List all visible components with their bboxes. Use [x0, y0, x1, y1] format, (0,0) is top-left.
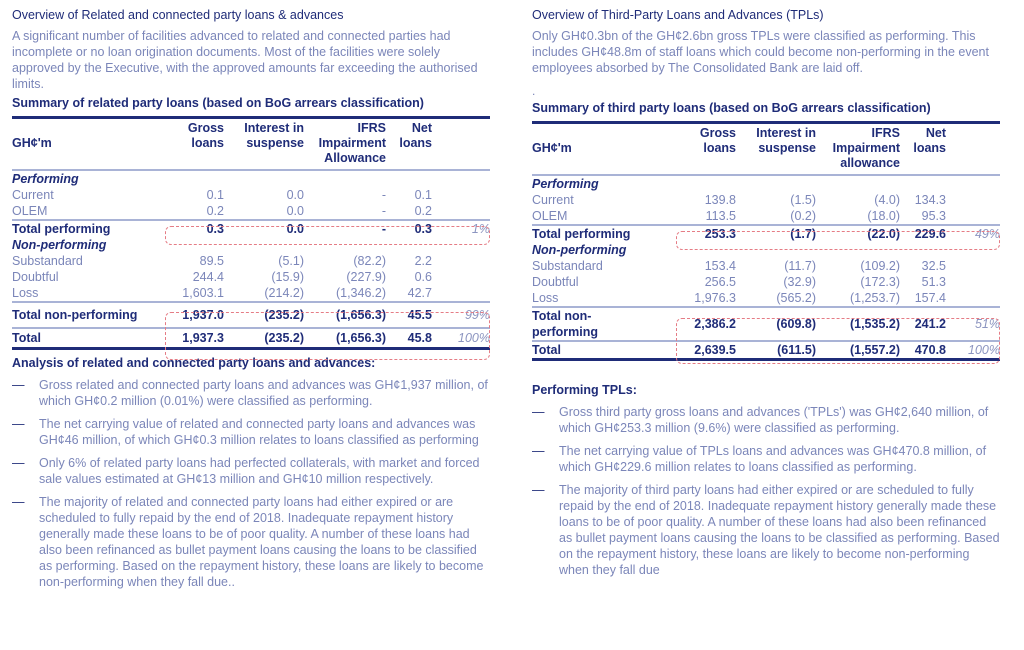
col-interest-suspense: Interest in suspense: [756, 126, 816, 155]
table-row: Loss 1,976.3 (565.2) (1,253.7) 157.4: [532, 291, 946, 305]
section-nonperforming: Non-performing: [12, 238, 107, 252]
dash-bullet-icon: —: [532, 405, 545, 419]
section-nonperforming: Non-performing: [532, 243, 627, 257]
tpl-analysis-title: Performing TPLs:: [532, 383, 637, 397]
third-party-table: [532, 121, 1000, 361]
tpl-overview-title: Overview of Third-Party Loans and Advances (TPLs): [532, 8, 824, 22]
related-overview-title: Overview of Related and connected party loans & advances: [12, 8, 344, 22]
total-row: Total 1,937.3 (235.2) (1,656.3) 45.8 100%: [12, 328, 490, 348]
dash-bullet-icon: —: [12, 416, 25, 431]
percentage: 100%: [968, 343, 1000, 357]
list-item: — The net carrying value of TPLs loans and advances was GH¢470.8 million, of which GH¢229.6 million relates to loans classified as performing.: [532, 444, 987, 474]
related-summary-title: Summary of related party loans (based on BoG arrears classification): [12, 96, 424, 110]
col-gross-loans: Gross loans: [187, 121, 224, 150]
dash-bullet-icon: —: [12, 455, 25, 470]
list-item: — The net carrying value of related and connected party loans and advances was GH¢46 million, of which GH¢0.3 million relates to loans classified as performing: [12, 416, 479, 447]
table-row: Substandard 153.4 (11.7) (109.2) 32.5: [532, 259, 946, 273]
related-party-table: [12, 116, 490, 350]
total-performing-row: Total performing 0.3 0.0 - 0.3 1%: [12, 222, 490, 236]
stray-dot: .: [532, 84, 536, 98]
table-row: Current 0.1 0.0 - 0.1: [12, 188, 432, 202]
section-performing: Performing: [12, 172, 79, 186]
percentage: 51%: [974, 317, 1000, 331]
dash-bullet-icon: —: [12, 494, 25, 509]
total-performing-row: Total performing 253.3 (1.7) (22.0) 229.6 49%: [532, 227, 1000, 241]
tpl-intro-text: Only GH¢0.3bn of the GH¢2.6bn gross TPLs were classified as performing. This includes GH¢48.8m of staff loans which could become non-performing in the event employees absorbed by The Consolidated Bank are laid off.: [532, 29, 989, 75]
related-party-section: [12, 0, 490, 590]
col-gross-loans: Gross loans: [699, 126, 736, 155]
total-row: Total 2,639.5 (611.5) (1,557.2) 470.8 100%: [532, 341, 1000, 360]
total-nonperforming-row: Total non-performing 2,386.2 (609.8) (1,535.2) 241.2 51%: [532, 309, 1000, 339]
related-analysis-title: Analysis of related and connected party loans and advances:: [12, 355, 376, 370]
total-nonperforming-row: Total non-performing 1,937.0 (235.2) (1,656.3) 45.5 99%: [12, 302, 490, 328]
percentage: 99%: [464, 308, 490, 322]
col-net-loans: Net loans: [913, 126, 946, 155]
percentage: 100%: [458, 330, 490, 345]
table-row: Doubtful 244.4 (15.9) (227.9) 0.6: [12, 270, 432, 284]
list-item: — The majority of related and connected party loans had either expired or are scheduled to fully repaid by the end of 2018. Inadequate repayment history generally made these loans to be of poor quality. A number of these loans had also been refinanced as bullet payment loans causing the loans to be classified as performing. Based on the repayment history, these loans are likely to become non-performing when they fall due..: [12, 494, 484, 589]
list-item: — Only 6% of related party loans had perfected collaterals, with market and forced sale values estimated at GH¢13 million and GH¢10 million respectively.: [12, 455, 480, 486]
table-row: OLEM 113.5 (0.2) (18.0) 95.3: [532, 209, 946, 223]
percentage: 1%: [471, 222, 490, 236]
list-item: — Gross related and connected party loans and advances was GH¢1,937 million, of which GH¢0.2 million (0.01%) were classified as performing.: [12, 377, 488, 408]
col-interest-suspense: Interest in suspense: [244, 121, 304, 150]
table-row: Substandard 89.5 (5.1) (82.2) 2.2: [12, 254, 432, 268]
col-ifrs-impairment: IFRS Impairment Allowance: [318, 121, 386, 165]
dash-bullet-icon: —: [532, 483, 545, 497]
list-item: — The majority of third party loans had either expired or are scheduled to fully repaid by the end of 2018. Inadequate repayment history generally made these loans to be of poor quality. A number of these loans had also been refinanced as bullet payment loans causing the loans to be classified as performing. Based on the repayment history, these loans are likely to become non-performing when they fall due: [532, 483, 1000, 577]
dash-bullet-icon: —: [532, 444, 545, 458]
unit-label: GH¢'m: [12, 136, 52, 150]
dash-bullet-icon: —: [12, 377, 25, 392]
percentage: 49%: [974, 227, 1000, 241]
col-ifrs-impairment: IFRS Impairment allowance: [832, 126, 900, 170]
table-row: Loss 1,603.1 (214.2) (1,346.2) 42.7: [12, 286, 432, 300]
table-row: OLEM 0.2 0.0 - 0.2: [12, 204, 432, 218]
table-row: Current 139.8 (1.5) (4.0) 134.3: [532, 193, 946, 207]
related-intro-text: A significant number of facilities advanced to related and connected parties had incomplete or no loan origination documents. Most of the facilities were solely approved by the Executive, with the approved amounts far exceeding the authorised limits.: [12, 29, 478, 91]
third-party-section: [532, 0, 1000, 578]
tpl-summary-title: Summary of third party loans (based on BoG arrears classification): [532, 101, 931, 115]
unit-label: GH¢'m: [532, 141, 572, 155]
section-performing: Performing: [532, 177, 599, 191]
list-item: — Gross third party gross loans and advances ('TPLs') was GH¢2,640 million, of which GH¢253.3 million (9.6%) were classified as performing.: [532, 405, 989, 435]
table-row: Doubtful 256.5 (32.9) (172.3) 51.3: [532, 275, 946, 289]
col-net-loans: Net loans: [399, 121, 432, 150]
